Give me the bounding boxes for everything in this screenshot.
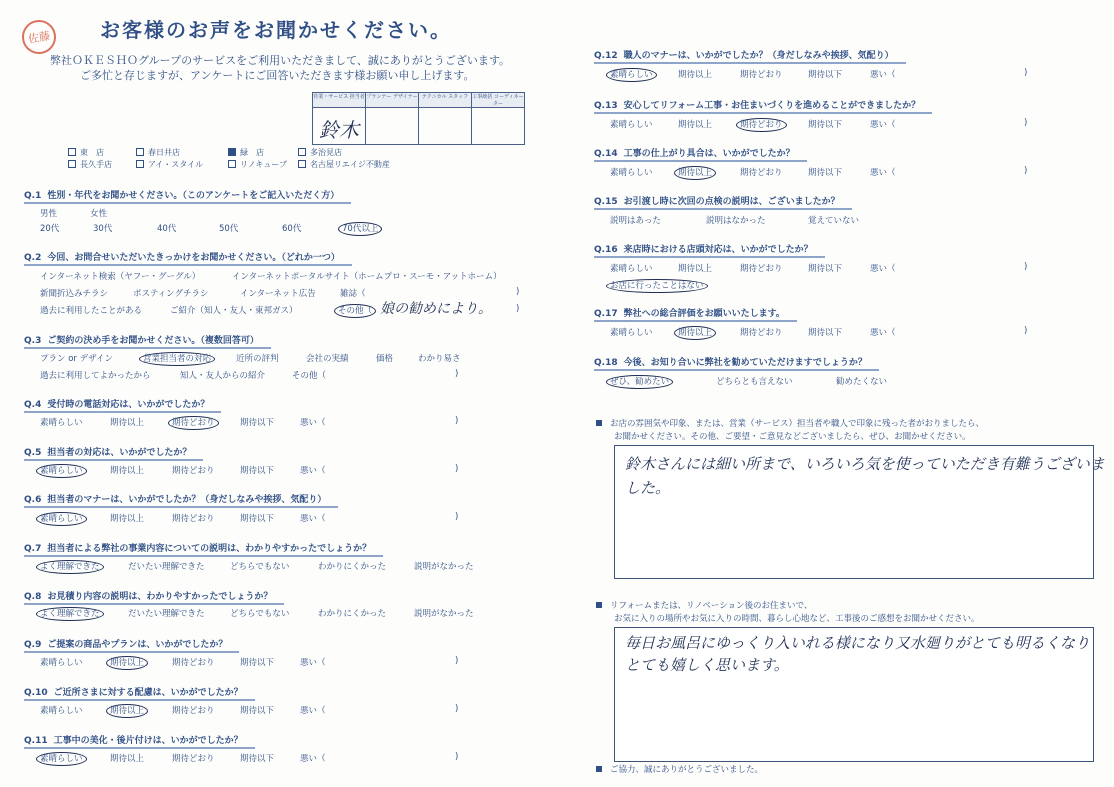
shop-option[interactable]: アイ・スタイル [136,159,203,170]
question-q7: Q.7 担当者による弊社の事業内容についての説明は、わかりやすかったでしょうか？ [24,541,371,554]
option-age-selected[interactable]: 70代以上 [342,222,378,234]
understand-option[interactable]: 説明がなかった [414,609,474,619]
question-q15: Q.15 お引渡し時に次回の点検の説明は、ございましたか？ [594,194,840,207]
option-reason[interactable]: わかり易さ [418,354,461,364]
rating-option[interactable]: 素晴らしい [610,120,653,130]
understand-option[interactable]: どちらでもない [230,609,290,619]
shop-option[interactable]: 長久手店 [68,159,112,170]
rating-option[interactable]: 期待以下 [240,706,275,716]
rating-option[interactable]: 素晴らしい [40,418,83,428]
free2-prompt-line-1: リフォームまたは、リノベーション後のお住まいで、 [610,601,813,611]
rating-option[interactable]: 期待以上 [678,120,713,130]
footer-thanks [596,764,763,777]
understand-option-selected[interactable]: よく理解できた [40,607,100,619]
close-paren: ) [1024,166,1028,176]
rating-option[interactable]: 期待以下 [240,466,275,476]
rating-option-selected[interactable]: 期待どおり [740,118,783,130]
seal-stamp [19,17,58,56]
rating-option[interactable]: 期待以上 [110,514,145,524]
impressions-line-1: 鈴木さんには細い所まで、いろいろ気を使っていただき有難うございま [625,455,1105,473]
staff-cell-technical[interactable] [419,108,472,145]
store-visit-option-selected[interactable]: お店に行ったことはない [610,279,704,291]
option-gender[interactable]: 女性 [90,209,108,219]
question-q3: Q.3 ご契約の決め手をお聞かせください。（複数回答可） [24,333,259,346]
question-q14: Q.14 工事の仕上がり具合は、いかがでしたか？ [594,146,795,159]
recommend-option[interactable]: 勧めたくない [836,377,888,387]
rating-option[interactable]: 悪い（ [300,754,326,764]
rating-option-selected[interactable]: 期待以上 [110,704,144,716]
shop-option[interactable]: 名古屋リエイジ不動産 [298,159,390,170]
rating-option[interactable]: 悪い（ [300,514,326,524]
rating-option[interactable]: 期待どおり [740,328,783,338]
question-q16: Q.16 来店時における店頭対応は、いかがでしたか？ [594,242,813,255]
rating-option[interactable]: 素晴らしい [40,658,83,668]
page-title: お客様のお声をお聞かせください。 [100,18,452,42]
question-q2: Q.2 今回、お問合せいただいたきっかけをお聞かせください。（どれか一つ） [24,250,340,263]
rating-option[interactable]: 悪い（ [870,70,896,80]
rating-option[interactable]: 期待以上 [110,418,145,428]
question-q10: Q.10 ご近所さまに対する配慮は、いかがでしたか？ [24,685,243,698]
rating-option[interactable]: 悪い（ [870,264,896,274]
after-work-line-1: 毎日お風呂にゆっくり入いれる様になり又水廻りがとても明るくなり [625,634,1090,652]
rating-option[interactable]: 素晴らしい [610,328,653,338]
impressions-answer-box[interactable] [614,445,1105,579]
free2-prompt-line-2: お気に入りの場所やお気に入りの時間、暮らし心地など、工事後のご感想をお聞かせください。 [614,614,980,624]
intro-line-2: ご多忙と存じますが、アンケートにご回答いただきます様お願い申し上げます。 [80,69,475,82]
rating-option[interactable]: 期待どおり [740,70,783,80]
staff-header-planner: プランナー デザイナー [366,93,419,108]
question-q4: Q.4 受付時の電話対応は、いかがでしたか？ [24,397,209,410]
understand-option[interactable]: どちらでもない [230,562,290,572]
question-q17: Q.17 弊社への総合評価をお願いいたします。 [594,306,785,319]
question-q1: Q.1 性別・年代をお聞かせください。（このアンケートをご記入いただく方） [24,188,339,201]
shop-option-checked[interactable]: 緑 店 [228,147,264,158]
option-age[interactable]: 60代 [282,224,302,234]
shop-option[interactable]: 東 店 [68,147,104,158]
close-paren: ) [455,464,459,474]
rating-option[interactable]: 悪い（ [300,466,326,476]
rating-option[interactable]: 悪い（ [870,328,896,338]
option-reason[interactable]: 知人・友人からの紹介 [180,371,266,381]
shop-option[interactable]: 多治見店 [298,147,342,158]
rating-option[interactable]: 期待以下 [240,754,275,764]
shop-option[interactable]: リノキューブ [228,159,287,170]
close-paren: ) [455,369,459,379]
staff-cell-coordinator[interactable] [472,108,525,145]
option-source[interactable]: ポスティングチラシ [133,289,209,299]
handwritten-after-work [625,632,1090,676]
rating-option[interactable]: 期待どおり [172,706,215,716]
question-q9: Q.9 ご提案の商品やプランは、いかがでしたか？ [24,637,227,650]
close-paren: ) [516,304,520,314]
option-source[interactable]: ご紹介（知人・友人・東邦ガス） [170,306,298,316]
rating-option[interactable]: 素晴らしい [40,706,83,716]
free-prompt-after-work [596,600,980,626]
option-source[interactable]: 雑誌（ [340,289,366,299]
rating-option-selected[interactable]: 期待以上 [110,656,144,668]
rating-option[interactable]: 悪い（ [870,120,896,130]
staff-table [312,92,525,145]
option-age[interactable]: 20代 [40,224,60,234]
close-paren: ) [455,656,459,666]
rating-option[interactable]: 期待どおり [172,466,215,476]
understand-option[interactable]: だいたい理解できた [128,562,205,572]
staff-header-coordinator: 工事統括 コーディネーター [472,94,524,107]
option-age[interactable]: 40代 [157,224,177,234]
rating-option[interactable]: 期待どおり [740,264,783,274]
staff-header-technical: テクニカル スタッフ [419,93,472,108]
option-reason[interactable]: 会社の実績 [306,354,349,364]
question-q8: Q.8 お見積り内容の説明は、わかりやすかったでしょうか？ [24,589,272,602]
inspection-option[interactable]: 説明はなかった [706,216,766,226]
rating-option-selected[interactable]: 素晴らしい [40,752,83,764]
after-work-answer-box[interactable] [614,627,1094,762]
rating-option[interactable]: 期待以上 [678,70,713,80]
rating-option-selected[interactable]: 期待以上 [678,166,712,178]
close-paren: ) [1024,68,1028,78]
rating-option[interactable]: 期待以上 [110,754,145,764]
rating-option[interactable]: 期待以下 [808,264,843,274]
rating-option[interactable]: 期待以下 [808,168,843,178]
recommend-option[interactable]: どちらとも言えない [716,377,793,387]
option-gender[interactable]: 男性 [40,209,58,219]
after-work-line-2: とても嬉しく思います。 [625,656,789,674]
inspection-option[interactable]: 説明はあった [610,216,661,226]
close-paren: ) [1024,326,1028,336]
rating-option-selected[interactable]: 素晴らしい [610,68,653,80]
option-source[interactable]: インターネットポータルサイト（ホームプロ・スーモ・アットホーム） [232,272,502,282]
option-reason[interactable]: プラン or デザイン [40,354,114,364]
close-paren: ) [516,287,520,297]
rating-option[interactable]: 期待以下 [240,418,275,428]
understand-option[interactable]: だいたい理解できた [128,609,205,619]
rating-option[interactable]: 期待以下 [808,328,843,338]
understand-option-selected[interactable]: よく理解できた [40,560,100,572]
intro-line-1: 弊社ＯＫＥＳＨＯグループのサービスをご利用いただきまして、誠にありがとうございます。 [50,54,511,67]
option-reason[interactable]: その他（ [292,371,327,381]
intro-text [50,53,510,83]
seal-text: 佐藤 [27,29,52,46]
close-paren: ) [455,416,459,426]
recommend-option-selected[interactable]: ぜひ、勧めたい [610,375,669,387]
rating-option-selected[interactable]: 素晴らしい [40,464,83,476]
rating-option[interactable]: 期待以下 [240,658,275,668]
option-reason[interactable]: 過去に利用してよかったから [40,371,151,381]
option-reason[interactable]: 近所の評判 [236,354,279,364]
option-source[interactable]: 過去に利用したことがある [40,306,143,316]
rating-option-selected[interactable]: 期待どおり [172,416,215,428]
rating-option[interactable]: 期待以下 [240,514,275,524]
rating-option-selected[interactable]: 期待以上 [678,326,712,338]
inspection-option[interactable]: 覚えていない [808,216,860,226]
close-paren: ) [455,512,459,522]
handwritten-impressions [625,452,1105,500]
rating-option-selected[interactable]: 素晴らしい [40,512,83,524]
staff-cell-planner[interactable] [366,108,419,145]
rating-option[interactable]: 悪い（ [870,168,896,178]
rating-option[interactable]: 期待以下 [808,120,843,130]
question-q12: Q.12 職人のマナーは、いかがでしたか？（身だしなみや挨拶、気配り） [594,48,894,61]
rating-option[interactable]: 期待どおり [172,658,215,668]
impressions-line-2: した。 [625,479,671,497]
understand-option[interactable]: わかりにくかった [318,609,387,619]
rating-option[interactable]: 悪い（ [300,658,326,668]
close-paren: ) [1024,262,1028,272]
question-q11: Q.11 工事中の美化・後片付けは、いかがでしたか？ [24,733,243,746]
rating-option[interactable]: 悪い（ [300,418,326,428]
free-prompt-impressions [596,418,984,444]
close-paren: ) [1024,118,1028,128]
rating-option[interactable]: 悪い（ [300,706,326,716]
question-q18: Q.18 今後、お知り合いに弊社を勧めていただけますでしょうか？ [594,355,867,368]
close-paren: ) [455,704,459,714]
free1-prompt-line-2: お聞かせください。その他、ご要望・ご意見などございましたら、ぜひ、お聞かせください。 [614,432,971,442]
rating-option[interactable]: 期待以上 [110,466,145,476]
staff-cell-sales[interactable] [313,108,366,145]
option-age[interactable]: 50代 [219,224,239,234]
free1-prompt-line-1: お店の雰囲気や印象、または、営業（サービス）担当者や職人で印象に残った者がおりましたら、 [610,419,985,429]
option-source[interactable]: 新聞折込みチラシ [40,289,109,299]
handwritten-other-reason: 娘の勧めにより。 [380,301,492,317]
rating-option[interactable]: 素晴らしい [610,168,653,178]
understand-option[interactable]: わかりにくかった [318,562,387,572]
handwritten-staff-name: 鈴木 [319,118,359,142]
option-age[interactable]: 30代 [93,224,113,234]
footer-text: ご協力、誠にありがとうございました。 [610,765,764,775]
close-paren: ) [455,752,459,762]
option-source[interactable]: インターネット広告 [240,289,316,299]
option-reason-selected[interactable]: 営業担当者の対応 [143,352,211,364]
rating-option[interactable]: 期待以上 [678,264,713,274]
question-q6: Q.6 担当者のマナーは、いかがでしたか？（身だしなみや挨拶、気配り） [24,492,326,505]
rating-option[interactable]: 期待どおり [172,754,215,764]
rating-option[interactable]: 期待以下 [808,70,843,80]
rating-option[interactable]: 素晴らしい [610,264,653,274]
rating-option[interactable]: 期待どおり [172,514,215,524]
staff-header-sales: 営業・サービス 担当者 [313,93,366,108]
option-reason[interactable]: 価格 [376,354,394,364]
shop-option[interactable]: 春日井店 [136,147,180,158]
option-source[interactable]: インターネット検索（ヤフー・グーグル） [40,272,201,282]
question-q13: Q.13 安心してリフォーム工事・お住まいづくりを進めることができましたか？ [594,98,920,111]
option-source-selected[interactable]: その他（ [338,304,372,316]
rating-option[interactable]: 期待どおり [740,168,783,178]
understand-option[interactable]: 説明がなかった [414,562,474,572]
question-q5: Q.5 担当者の対応は、いかがでしたか？ [24,445,191,458]
